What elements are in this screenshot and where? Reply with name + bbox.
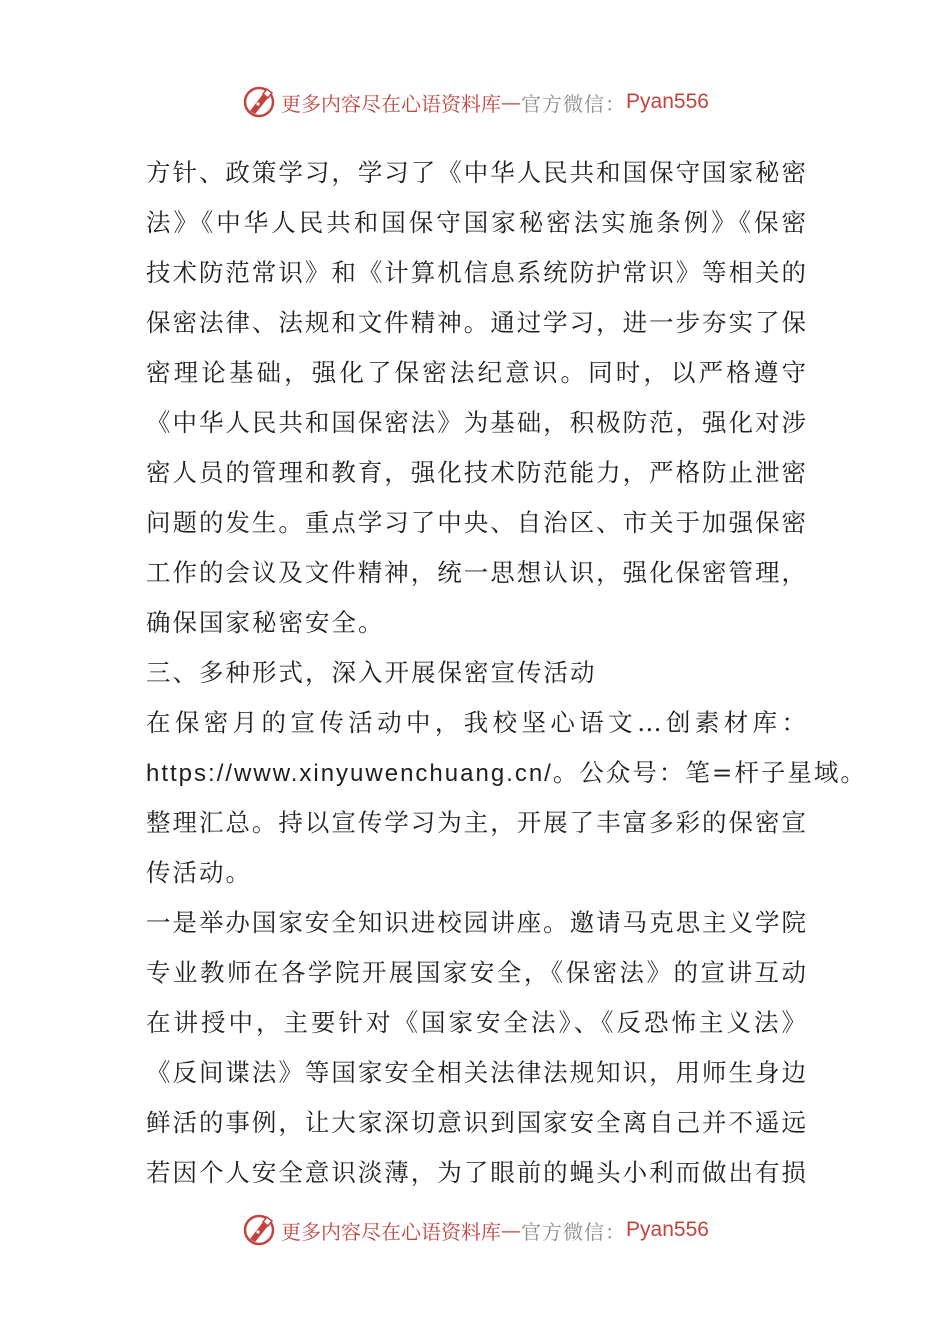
header-wechat-id: Pyan556	[626, 90, 709, 113]
pen-nib-circle-icon	[241, 84, 277, 120]
footer-official-label: 官方微信：	[521, 1219, 627, 1244]
body-line: 整理汇总。持以宣传学习为主，开展了丰富多彩的保密宣	[146, 808, 806, 837]
body-line: 密理论基础，强化了保密法纪意识。同时，以严格遵守	[146, 358, 806, 387]
footer-banner	[0, 1208, 950, 1252]
body-line: 《中华人民共和国保密法》为基础，积极防范，强化对涉	[146, 408, 806, 437]
header-brand-text: 更多内容尽在心语资料库	[281, 91, 502, 116]
url-line	[146, 748, 867, 798]
body-line: 鲜活的事例，让大家深切意识到国家安全离自己并不遥远	[146, 1108, 806, 1137]
header-dash: —	[501, 90, 522, 114]
url-line-rest: 。公众号：笔=杆子星域。	[552, 758, 867, 787]
footer-brand-text: 更多内容尽在心语资料库	[281, 1219, 502, 1244]
body-line: 在保密月的宣传活动中，我校坚心语文…创素材库：	[146, 708, 806, 737]
body-line: 密人员的管理和教育，强化技术防范能力，严格防止泄密	[146, 458, 806, 487]
body-line: 工作的会议及文件精神，统一思想认识，强化保密管理，	[146, 558, 806, 587]
body-line: 一是举办国家安全知识进校园讲座。邀请马克思主义学院	[146, 908, 806, 937]
body-line: 问题的发生。重点学习了中央、自治区、市关于加强保密	[146, 508, 806, 537]
header-banner	[0, 80, 950, 124]
body-line: 传活动。	[146, 858, 252, 887]
body-line: 法》《中华人民共和国保守国家秘密法实施条例》《保密	[146, 208, 806, 237]
body-line: 在讲授中，主要针对《国家安全法》、《反恐怖主义法》	[146, 1008, 806, 1037]
document-body	[146, 148, 867, 1198]
body-line: 专业教师在各学院开展国家安全，《保密法》的宣讲互动	[146, 958, 806, 987]
pen-nib-circle-icon	[241, 1212, 277, 1248]
body-line: 若因个人安全意识淡薄，为了眼前的蝇头小利而做出有损	[146, 1158, 806, 1187]
footer-wechat-id: Pyan556	[626, 1218, 709, 1241]
section-heading: 三、多种形式，深入开展保密宣传活动	[146, 658, 597, 687]
body-line: 《反间谍法》等国家安全相关法律法规知识，用师生身边	[146, 1058, 806, 1087]
body-line: 方针、政策学习，学习了《中华人民共和国保守国家秘密	[146, 158, 806, 187]
body-line: 确保国家秘密安全。	[146, 608, 385, 637]
body-line: 保密法律、法规和文件精神。通过学习，进一步夯实了保	[146, 308, 806, 337]
footer-dash: —	[501, 1218, 522, 1242]
header-official-label: 官方微信：	[521, 91, 627, 116]
body-line: 技术防范常识》和《计算机信息系统防护常识》等相关的	[146, 258, 806, 287]
website-url: https://www.xinyuwenchuang.cn/	[146, 760, 553, 787]
